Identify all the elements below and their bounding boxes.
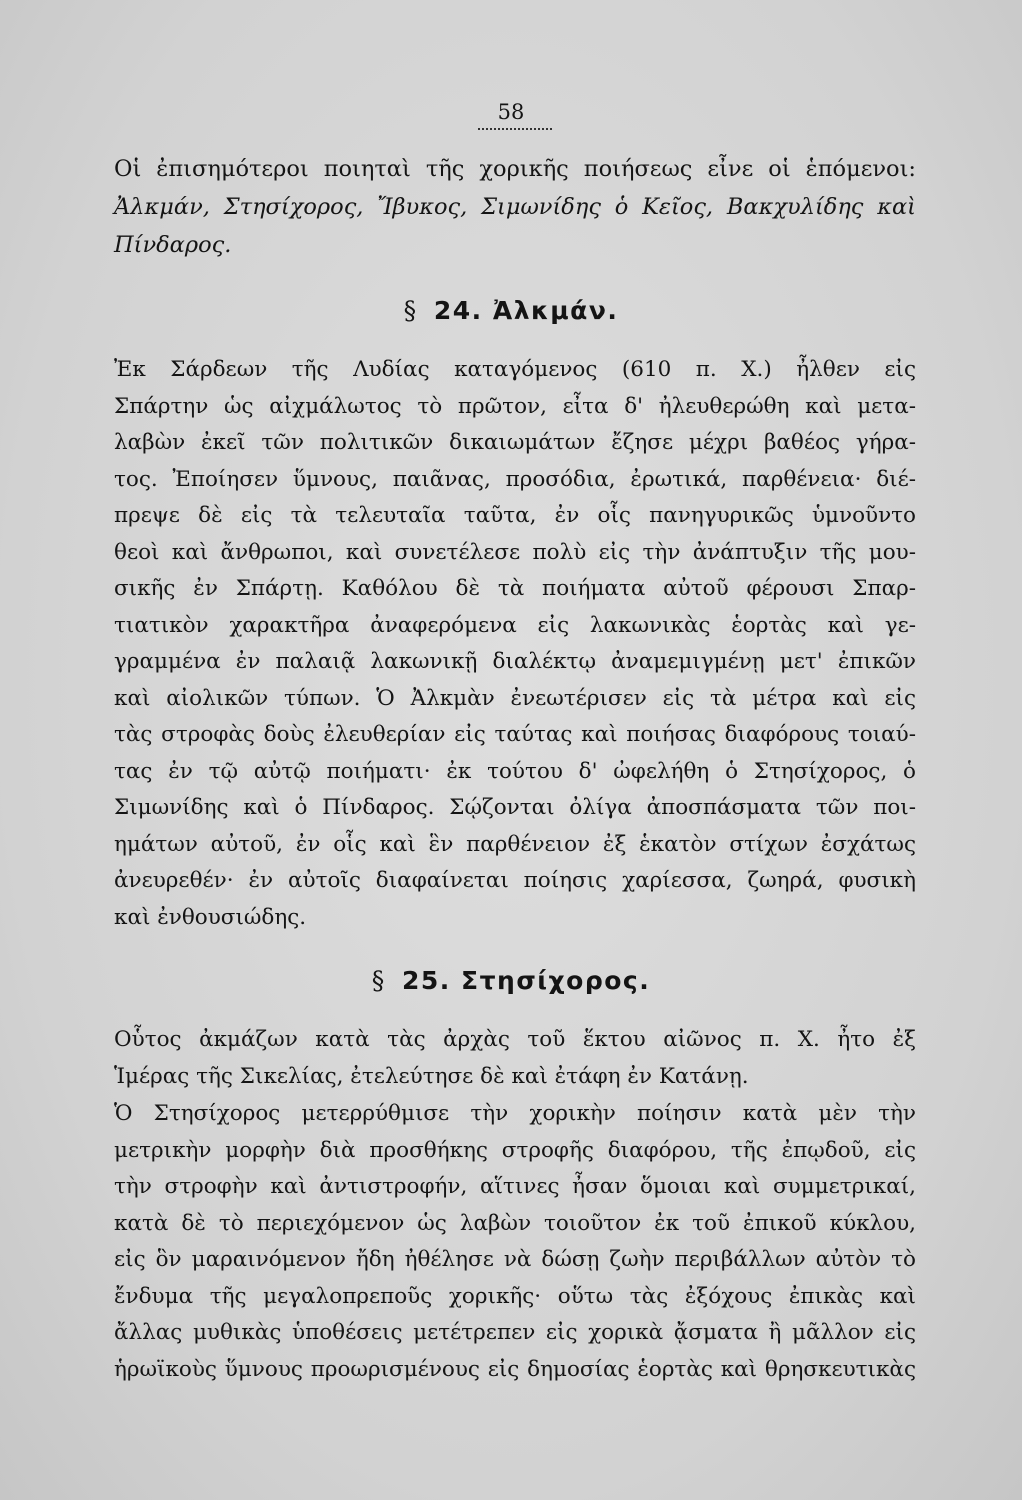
text-line: Οὗτος ἀκμάζων κατὰ τὰς ἀρχὰς τοῦ ἕκτου αἰῶνος π. Χ. ἦτο ἐξ	[114, 1027, 916, 1052]
text-line: ἔνδυμα τῆς μεγαλοπρεποῦς χορικῆς· οὕτω τὰς ἐξόχους ἐπικὰς καὶ	[114, 1283, 916, 1309]
text-line: γραμμένα ἐν παλαιᾷ λακωνικῇ διαλέκτῳ ἀναμεμιγμένῃ μετ' ἐπικῶν	[114, 649, 916, 674]
intro-line-poets-end: Πίνδαρος.	[114, 232, 232, 258]
text-line: Σιμωνίδης καὶ ὁ Πίνδαρος. Σῴζονται ὀλίγα ἀποσπάσματα τῶν ποι-	[114, 795, 916, 820]
intro-line: Οἱ ἐπισημότεροι ποιηταὶ τῆς χορικῆς ποιήσεως εἶνε οἱ ἑπόμενοι:	[114, 156, 916, 182]
section-symbol: §	[403, 296, 418, 325]
text-line: Ἐκ Σάρδεων τῆς Λυδίας καταγόμενος (610 π. Χ.) ἦλθεν εἰς	[114, 357, 916, 382]
text-line: κατὰ δὲ τὸ περιεχόμενον ὡς λαβὼν τοιοῦτον ἐκ τοῦ ἐπικοῦ κύκλου,	[114, 1210, 916, 1236]
text-line: τας ἐν τῷ αὐτῷ ποιήματι· ἐκ τούτου δ' ὠφελήθη ὁ Στησίχορος, ὁ	[114, 758, 916, 784]
section-number: 24.	[433, 296, 483, 325]
text-line: ἀνευρεθέν· ἐν αὐτοῖς διαφαίνεται ποίησις χαρίεσσα, ζωηρά, φυσικὴ	[114, 868, 916, 893]
section-24-paragraph	[114, 352, 916, 936]
page-number: 58	[497, 100, 525, 124]
text-line: σικῆς ἐν Σπάρτῃ. Καθόλου δὲ τὰ ποιήματα αὐτοῦ φέρουσι Σπαρ-	[114, 576, 916, 601]
text-line: Σπάρτην ὡς αἰχμάλωτος τὸ πρῶτον, εἶτα δ' ἠλευθερώθη καὶ μετα-	[114, 393, 916, 419]
text-line: θεοὶ καὶ ἄνθρωποι, καὶ συνετέλεσε πολὺ εἰς τὴν ἀνάπτυξιν τῆς μου-	[114, 539, 916, 565]
text-line: τὴν στροφὴν καὶ ἀντιστροφήν, αἵτινες ἦσαν ὅμοιαι καὶ συμμετρικαί,	[114, 1174, 916, 1199]
section-25-paragraph-1	[114, 1022, 916, 1095]
text-line: Ἱμέρας τῆς Σικελίας, ἐτελεύτησε δὲ καὶ ἐτάφη ἐν Κατάνῃ.	[114, 1063, 749, 1089]
section-symbol: §	[371, 966, 386, 995]
text-line: Ὁ Στησίχορος μετερρύθμισε τὴν χορικὴν ποίησιν κατὰ μὲν τὴν	[114, 1101, 916, 1126]
text-line: τος. Ἐποίησεν ὕμνους, παιᾶνας, προσόδια, ἐρωτικά, παρθένεια· διέ-	[114, 466, 916, 492]
text-line: τὰς στροφὰς δοὺς ἐλευθερίαν εἰς ταύτας καὶ ποιήσας διαφόρους τοιαύ-	[114, 722, 916, 747]
text-line: ημάτων αὐτοῦ, ἐν οἷς καὶ ἓν παρθένειον ἐξ ἑκατὸν στίχων ἐσχάτως	[114, 831, 916, 857]
section-number: 25.	[401, 966, 451, 995]
text-line: λαβὼν ἐκεῖ τῶν πολιτικῶν δικαιωμάτων ἔζησε μέχρι βαθέος γήρα-	[114, 430, 916, 455]
section-title: Στησίχορος.	[461, 966, 651, 995]
text-line: μετρικὴν μορφὴν διὰ προσθήκης στροφῆς διαφόρου, τῆς ἐπῳδοῦ, εἰς	[114, 1137, 916, 1163]
intro-line-poets: Ἀλκμάν, Στησίχορος, Ἴβυκος, Σιμωνίδης ὁ Κεῖος, Βακχυλίδης καὶ	[114, 194, 916, 220]
section-24-heading	[0, 296, 1022, 325]
page-number-rule	[478, 128, 552, 130]
text-line: ἄλλας μυθικὰς ὑποθέσεις μετέτρεπεν εἰς χορικὰ ᾄσματα ἢ μᾶλλον εἰς	[114, 1320, 916, 1345]
text-line: εἰς ὃν μαραινόμενον ἤδη ἠθέλησε νὰ δώσῃ ζωὴν περιβάλλων αὐτὸν τὸ	[114, 1247, 916, 1272]
section-title: Ἀλκμάν.	[492, 296, 619, 325]
text-line: καὶ ἐνθουσιώδης.	[114, 904, 307, 930]
section-25-heading	[0, 966, 1022, 995]
text-line: τιατικὸν χαρακτῆρα ἀναφερόμενα εἰς λακωνικὰς ἑορτὰς καὶ γε-	[114, 612, 916, 638]
section-25-paragraph-2	[114, 1096, 916, 1388]
text-line: καὶ αἰολικῶν τύπων. Ὁ Ἀλκμὰν ἐνεωτέρισεν εἰς τὰ μέτρα καὶ εἰς	[114, 685, 916, 711]
text-line: ἡρωϊκοὺς ὕμνους προωρισμένους εἰς δημοσίας ἑορτὰς καὶ θρησκευτικὰς	[114, 1356, 916, 1382]
intro-paragraph	[114, 150, 916, 264]
text-line: πρεψε δὲ εἰς τὰ τελευταῖα ταῦτα, ἐν οἷς πανηγυρικῶς ὑμνοῦντο	[114, 503, 916, 528]
